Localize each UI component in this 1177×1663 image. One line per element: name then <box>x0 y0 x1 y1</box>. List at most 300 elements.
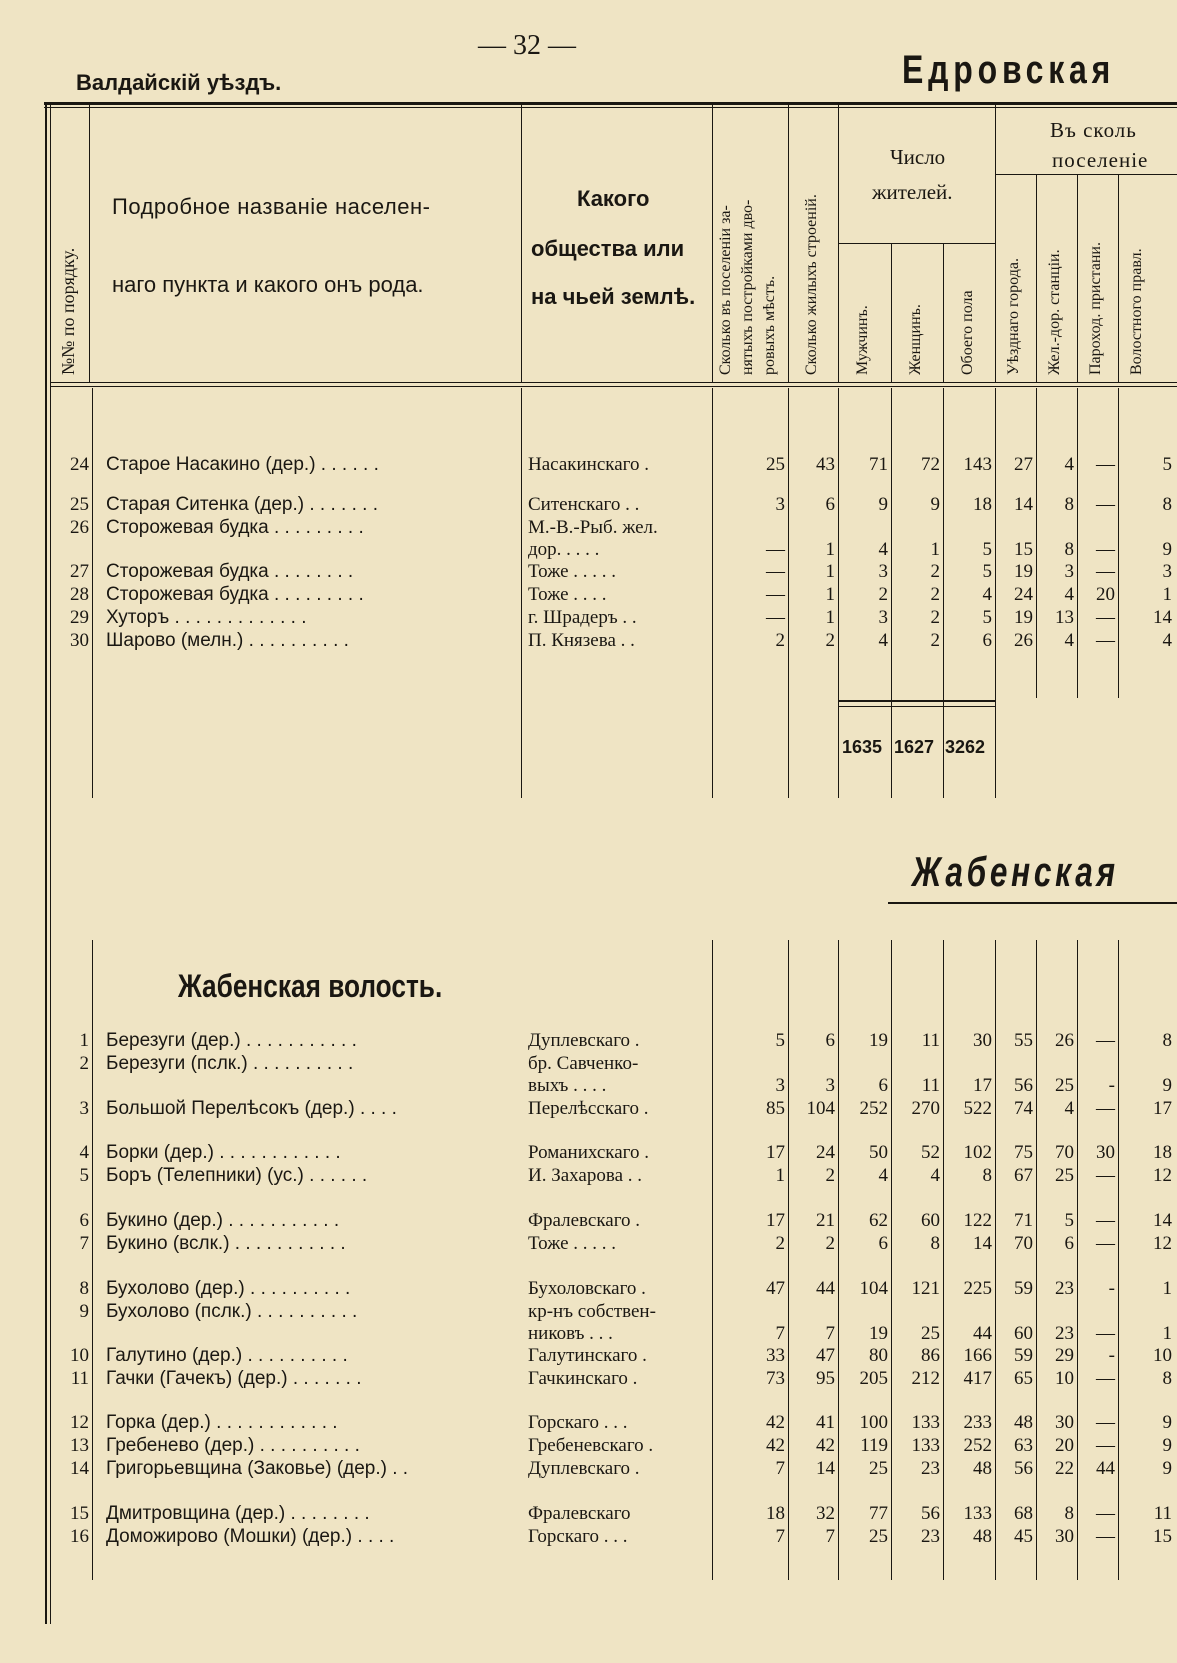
cell-st: 1 <box>825 584 835 605</box>
cell-w: 2 <box>930 561 940 582</box>
cell-m: 77 <box>869 1503 888 1524</box>
cell-soc: П. Князева . . <box>528 630 635 651</box>
cell-dv: 33 <box>766 1345 785 1366</box>
cell-r: 4 <box>1064 584 1074 605</box>
cell-name: Бухолово (дер.) . . . . . . . . . . <box>106 1278 351 1299</box>
cell-w: 8 <box>930 1233 940 1254</box>
cell-v: 12 <box>1153 1233 1172 1254</box>
cell-soc2: дор. . . . . <box>528 539 600 560</box>
cell-t: 19 <box>1014 561 1033 582</box>
cell-n: 14 <box>70 1458 89 1479</box>
cell-soc: Тоже . . . . . <box>528 1233 617 1254</box>
cell-r: 30 <box>1055 1412 1074 1433</box>
cell-t: 60 <box>1014 1323 1033 1344</box>
header-pop-l1: Число <box>890 145 946 169</box>
cell-st: 47 <box>816 1345 835 1366</box>
cell-t: 56 <box>1014 1075 1033 1096</box>
cell-v: 8 <box>1162 494 1172 515</box>
cell-p: — <box>1096 1323 1115 1344</box>
cell-r: 8 <box>1064 1503 1074 1524</box>
cell-w: 11 <box>921 1030 940 1051</box>
cell-name: Бухолово (пслк.) . . . . . . . . . . <box>106 1301 358 1322</box>
cell-m: 71 <box>869 454 888 475</box>
cell-b: 102 <box>963 1142 992 1163</box>
cell-dv: — <box>766 584 785 605</box>
cell-w: 2 <box>930 607 940 628</box>
cell-st: 95 <box>816 1368 835 1389</box>
cell-name: Дмитровщина (дер.) . . . . . . . . <box>106 1503 370 1524</box>
cell-dv: 25 <box>766 454 785 475</box>
cell-st: 7 <box>825 1323 835 1344</box>
cell-p: — <box>1096 1435 1115 1456</box>
cell-n: 26 <box>70 517 89 538</box>
volost-heading: Жабенская волость. <box>178 968 443 1004</box>
cell-soc: М.-В.-Рыб. жел. <box>528 517 658 538</box>
cell-name: Большой Перелѣсокъ (дер.) . . . . <box>106 1098 397 1119</box>
cell-name: Гачки (Гачекъ) (дер.) . . . . . . . <box>106 1368 362 1389</box>
header-dist-l2: поселеніе <box>1052 148 1149 172</box>
cell-m: 4 <box>878 539 888 560</box>
cell-v: 1 <box>1162 584 1172 605</box>
cell-soc2: никовъ . . . <box>528 1323 613 1344</box>
cell-soc: Тоже . . . . <box>528 584 607 605</box>
cell-dv: 18 <box>766 1503 785 1524</box>
cell-v: 9 <box>1162 1075 1172 1096</box>
cell-v: 8 <box>1162 1030 1172 1051</box>
cell-st: 1 <box>825 539 835 560</box>
cell-dv: 7 <box>775 1323 785 1344</box>
cell-m: 4 <box>878 630 888 651</box>
cell-w: 1 <box>930 539 940 560</box>
header-col-dvor-l1: Сколько въ поселеніи за- <box>717 205 734 375</box>
cell-w: 52 <box>921 1142 940 1163</box>
cell-n: 9 <box>79 1301 89 1322</box>
cell-dv: — <box>766 539 785 560</box>
cell-p: — <box>1096 1503 1115 1524</box>
cell-r: 23 <box>1055 1278 1074 1299</box>
cell-t: 19 <box>1014 607 1033 628</box>
cell-t: 45 <box>1014 1526 1033 1547</box>
header-col-women: Женщинъ. <box>907 304 924 375</box>
cell-name: Горка (дер.) . . . . . . . . . . . . <box>106 1412 338 1433</box>
cell-soc: Горскаго . . . <box>528 1412 628 1433</box>
cell-w: 133 <box>911 1435 940 1456</box>
cell-r: 30 <box>1055 1526 1074 1547</box>
cell-st: 2 <box>825 630 835 651</box>
header-col-rail: Жел.-дор. станціи. <box>1046 249 1063 375</box>
cell-t: 14 <box>1014 494 1033 515</box>
cell-soc: Насакинскаго . <box>528 454 649 475</box>
cell-p: — <box>1096 1098 1115 1119</box>
cell-m: 50 <box>869 1142 888 1163</box>
cell-t: 70 <box>1014 1233 1033 1254</box>
header-col-name-l2: наго пункта и какого онъ рода. <box>112 272 424 297</box>
cell-v: 9 <box>1162 1412 1172 1433</box>
cell-v: 14 <box>1153 1210 1172 1231</box>
cell-b: 5 <box>982 561 992 582</box>
cell-soc: Перелѣсскаго . <box>528 1098 649 1119</box>
cell-t: 55 <box>1014 1030 1033 1051</box>
cell-p: — <box>1096 539 1115 560</box>
total-women: 1627 <box>894 737 935 757</box>
header-col-dvor-l3: ровыхъ мѣстъ. <box>761 275 778 375</box>
cell-m: 25 <box>869 1458 888 1479</box>
cell-r: 4 <box>1064 1098 1074 1119</box>
cell-n: 12 <box>70 1412 89 1433</box>
cell-dv: 17 <box>766 1210 785 1231</box>
cell-dv: 3 <box>775 1075 785 1096</box>
cell-b: 17 <box>973 1075 992 1096</box>
cell-v: 14 <box>1153 607 1172 628</box>
cell-st: 3 <box>825 1075 835 1096</box>
cell-t: 26 <box>1014 630 1033 651</box>
cell-dv: 73 <box>766 1368 785 1389</box>
cell-w: 2 <box>930 584 940 605</box>
cell-name: Григорьевщина (Заковье) (дер.) . . <box>106 1458 409 1479</box>
cell-name: Сторожевая будка . . . . . . . . . <box>106 517 364 538</box>
cell-v: 1 <box>1162 1278 1172 1299</box>
cell-st: 7 <box>825 1526 835 1547</box>
cell-v: 15 <box>1153 1526 1172 1547</box>
cell-m: 19 <box>869 1030 888 1051</box>
cell-b: 18 <box>973 494 992 515</box>
cell-soc: Галутинскаго . <box>528 1345 647 1366</box>
cell-r: 8 <box>1064 539 1074 560</box>
cell-m: 3 <box>878 607 888 628</box>
cell-v: 5 <box>1162 454 1172 475</box>
cell-w: 23 <box>921 1526 940 1547</box>
cell-v: 10 <box>1153 1345 1172 1366</box>
header-col-stroen: Сколько жилыхъ строеній. <box>803 194 820 375</box>
cell-p: — <box>1096 1210 1115 1231</box>
cell-b: 233 <box>963 1412 992 1433</box>
cell-m: 104 <box>859 1278 888 1299</box>
cell-st: 21 <box>816 1210 835 1231</box>
cell-st: 2 <box>825 1233 835 1254</box>
cell-n: 15 <box>70 1503 89 1524</box>
header-col-town: Уѣзднаго города. <box>1005 258 1022 375</box>
cell-name: Хуторъ . . . . . . . . . . . . . <box>106 607 307 628</box>
cell-m: 6 <box>878 1233 888 1254</box>
cell-soc: Романихскаго . <box>528 1142 649 1163</box>
header-pop-l2: жителей. <box>872 180 953 204</box>
cell-name: Боръ (Телепники) (ус.) . . . . . . <box>106 1165 368 1186</box>
cell-name: Шарово (мелн.) . . . . . . . . . . <box>106 630 349 651</box>
cell-t: 27 <box>1014 454 1033 475</box>
header-col-both: Обоего пола <box>959 290 976 375</box>
cell-b: 6 <box>982 630 992 651</box>
cell-w: 56 <box>921 1503 940 1524</box>
cell-v: 8 <box>1162 1368 1172 1389</box>
cell-name: Букино (вслк.) . . . . . . . . . . . <box>106 1233 346 1254</box>
cell-dv: 85 <box>766 1098 785 1119</box>
cell-p: — <box>1096 607 1115 628</box>
header-col-no: №№ по порядку. <box>58 247 78 375</box>
cell-p: 20 <box>1096 584 1115 605</box>
cell-st: 6 <box>825 1030 835 1051</box>
cell-soc: Гачкинскаго . <box>528 1368 638 1389</box>
cell-p: - <box>1108 1278 1115 1299</box>
cell-st: 6 <box>825 494 835 515</box>
cell-t: 56 <box>1014 1458 1033 1479</box>
cell-p: — <box>1096 1165 1115 1186</box>
cell-w: 2 <box>930 630 940 651</box>
cell-name: Гребенево (дер.) . . . . . . . . . . <box>106 1435 360 1456</box>
cell-t: 75 <box>1014 1142 1033 1163</box>
cell-p: - <box>1108 1075 1115 1096</box>
cell-b: 48 <box>973 1526 992 1547</box>
cell-t: 63 <box>1014 1435 1033 1456</box>
cell-m: 119 <box>860 1435 888 1456</box>
cell-n: 11 <box>70 1368 89 1389</box>
cell-r: 70 <box>1055 1142 1074 1163</box>
cell-name: Старая Ситенка (дер.) . . . . . . . <box>106 494 378 515</box>
cell-m: 3 <box>878 561 888 582</box>
cell-m: 2 <box>878 584 888 605</box>
cell-n: 16 <box>70 1526 89 1547</box>
cell-v: 3 <box>1162 561 1172 582</box>
cell-v: 11 <box>1153 1503 1172 1524</box>
cell-v: 9 <box>1162 1458 1172 1479</box>
cell-name: Сторожевая будка . . . . . . . . <box>106 561 354 582</box>
cell-p: — <box>1096 454 1115 475</box>
cell-st: 14 <box>816 1458 835 1479</box>
cell-name: Старое Насакино (дер.) . . . . . . <box>106 454 379 475</box>
cell-n: 28 <box>70 584 89 605</box>
cell-name: Березуги (пслк.) . . . . . . . . . . <box>106 1053 354 1074</box>
cell-t: 67 <box>1014 1165 1033 1186</box>
cell-p: 30 <box>1096 1142 1115 1163</box>
cell-m: 252 <box>859 1098 888 1119</box>
cell-m: 9 <box>878 494 888 515</box>
cell-st: 42 <box>816 1435 835 1456</box>
cell-dv: 7 <box>775 1458 785 1479</box>
cell-r: 25 <box>1055 1165 1074 1186</box>
cell-p: — <box>1096 1030 1115 1051</box>
cell-r: 10 <box>1055 1368 1074 1389</box>
cell-m: 80 <box>869 1345 888 1366</box>
cell-t: 68 <box>1014 1503 1033 1524</box>
cell-r: 22 <box>1055 1458 1074 1479</box>
cell-b: 8 <box>982 1165 992 1186</box>
cell-p: — <box>1096 1233 1115 1254</box>
cell-r: 29 <box>1055 1345 1074 1366</box>
cell-n: 7 <box>79 1233 89 1254</box>
cell-dv: — <box>766 561 785 582</box>
cell-p: — <box>1096 1368 1115 1389</box>
cell-dv: 2 <box>775 630 785 651</box>
cell-m: 100 <box>859 1412 888 1433</box>
cell-w: 72 <box>921 454 940 475</box>
header-col-men: Мужчинъ. <box>854 305 871 375</box>
header-col-society-l1: Какого <box>577 186 650 211</box>
cell-soc: кр-нъ собствен- <box>528 1301 656 1322</box>
cell-m: 62 <box>869 1210 888 1231</box>
cell-b: 5 <box>982 539 992 560</box>
cell-m: 19 <box>869 1323 888 1344</box>
cell-dv: 47 <box>766 1278 785 1299</box>
cell-r: 6 <box>1064 1233 1074 1254</box>
cell-dv: 17 <box>766 1142 785 1163</box>
cell-r: 5 <box>1064 1210 1074 1231</box>
cell-n: 29 <box>70 607 89 628</box>
volost-title-zhaben: Жабенская <box>912 848 1119 895</box>
cell-dv: 1 <box>775 1165 785 1186</box>
cell-t: 65 <box>1014 1368 1033 1389</box>
header-col-vol: Волостного правл. <box>1128 248 1145 375</box>
cell-w: 86 <box>921 1345 940 1366</box>
header-col-pier: Пароход. пристани. <box>1087 242 1104 375</box>
volost-title-edrovo: Едровская <box>902 48 1116 92</box>
cell-soc: Фралевскаго . <box>528 1210 641 1231</box>
cell-n: 5 <box>79 1165 89 1186</box>
page-number: — 32 — <box>478 30 576 61</box>
cell-m: 205 <box>859 1368 888 1389</box>
cell-v: 9 <box>1162 539 1172 560</box>
cell-t: 71 <box>1014 1210 1033 1231</box>
cell-soc: г. Шрадеръ . . <box>528 607 637 628</box>
cell-st: 32 <box>816 1503 835 1524</box>
cell-b: 143 <box>963 454 992 475</box>
cell-p: — <box>1096 1412 1115 1433</box>
cell-w: 133 <box>911 1412 940 1433</box>
cell-soc2: выхъ . . . . <box>528 1075 607 1096</box>
cell-r: 23 <box>1055 1323 1074 1344</box>
cell-st: 24 <box>816 1142 835 1163</box>
cell-st: 41 <box>816 1412 835 1433</box>
cell-dv: — <box>766 607 785 628</box>
cell-p: — <box>1096 494 1115 515</box>
header-col-name-l1: Подробное названіе населен- <box>112 194 431 219</box>
cell-p: — <box>1096 630 1115 651</box>
cell-b: 166 <box>963 1345 992 1366</box>
cell-b: 48 <box>973 1458 992 1479</box>
cell-m: 6 <box>878 1075 888 1096</box>
cell-b: 44 <box>973 1323 992 1344</box>
cell-dv: 2 <box>775 1233 785 1254</box>
cell-w: 4 <box>930 1165 940 1186</box>
cell-dv: 42 <box>766 1412 785 1433</box>
cell-st: 43 <box>816 454 835 475</box>
district-title: Валдайскій уѣздъ. <box>76 70 282 95</box>
cell-r: 20 <box>1055 1435 1074 1456</box>
cell-name: Березуги (дер.) . . . . . . . . . . . <box>106 1030 357 1051</box>
cell-soc: Бухоловскаго . <box>528 1278 646 1299</box>
cell-b: 122 <box>963 1210 992 1231</box>
cell-soc: Тоже . . . . . <box>528 561 617 582</box>
cell-n: 13 <box>70 1435 89 1456</box>
cell-n: 24 <box>70 454 89 475</box>
cell-r: 4 <box>1064 630 1074 651</box>
cell-t: 15 <box>1014 539 1033 560</box>
cell-st: 2 <box>825 1165 835 1186</box>
cell-w: 11 <box>921 1075 940 1096</box>
cell-n: 27 <box>70 561 89 582</box>
cell-n: 8 <box>79 1278 89 1299</box>
cell-name: Сторожевая будка . . . . . . . . . <box>106 584 364 605</box>
cell-b: 4 <box>982 584 992 605</box>
cell-dv: 3 <box>775 494 785 515</box>
cell-soc: бр. Савченко- <box>528 1053 639 1074</box>
cell-dv: 42 <box>766 1435 785 1456</box>
cell-v: 4 <box>1162 630 1172 651</box>
cell-p: — <box>1096 561 1115 582</box>
cell-t: 59 <box>1014 1345 1033 1366</box>
cell-b: 225 <box>963 1278 992 1299</box>
cell-soc: Гребеневскаго . <box>528 1435 654 1456</box>
cell-name: Букино (дер.) . . . . . . . . . . . <box>106 1210 340 1231</box>
header-dist-l1: Въ сколь <box>1050 118 1137 142</box>
total-both: 3262 <box>945 737 986 757</box>
cell-b: 133 <box>963 1503 992 1524</box>
cell-soc: Дуплевскаго . <box>528 1458 640 1479</box>
cell-p: — <box>1096 1526 1115 1547</box>
cell-b: 522 <box>963 1098 992 1119</box>
cell-t: 59 <box>1014 1278 1033 1299</box>
header-col-dvor-l2: нятыхъ постройками дво- <box>739 199 756 375</box>
cell-r: 8 <box>1064 494 1074 515</box>
cell-v: 17 <box>1153 1098 1172 1119</box>
header-col-society-l3: на чьей землѣ. <box>531 284 696 309</box>
cell-b: 252 <box>963 1435 992 1456</box>
cell-st: 1 <box>825 561 835 582</box>
cell-p: 44 <box>1096 1458 1115 1479</box>
header-col-society-l2: общества или <box>531 236 685 261</box>
cell-w: 212 <box>911 1368 940 1389</box>
cell-w: 121 <box>911 1278 940 1299</box>
cell-r: 26 <box>1055 1030 1074 1051</box>
cell-soc: Фралевскаго <box>528 1503 631 1524</box>
cell-st: 1 <box>825 607 835 628</box>
cell-st: 44 <box>816 1278 835 1299</box>
cell-b: 5 <box>982 607 992 628</box>
cell-soc: Ситенскаго . . <box>528 494 640 515</box>
cell-w: 25 <box>921 1323 940 1344</box>
cell-soc: Горскаго . . . <box>528 1526 628 1547</box>
cell-w: 9 <box>930 494 940 515</box>
cell-v: 1 <box>1162 1323 1172 1344</box>
cell-soc: И. Захарова . . <box>528 1165 643 1186</box>
cell-name: Борки (дер.) . . . . . . . . . . . . <box>106 1142 341 1163</box>
cell-w: 23 <box>921 1458 940 1479</box>
cell-w: 270 <box>911 1098 940 1119</box>
cell-dv: 7 <box>775 1526 785 1547</box>
cell-soc: Дуплевскаго . <box>528 1030 640 1051</box>
cell-b: 14 <box>973 1233 992 1254</box>
cell-n: 2 <box>79 1053 89 1074</box>
cell-name: Доможирово (Мошки) (дер.) . . . . <box>106 1526 395 1547</box>
cell-t: 24 <box>1014 584 1033 605</box>
cell-m: 25 <box>869 1526 888 1547</box>
cell-n: 10 <box>70 1345 89 1366</box>
cell-r: 13 <box>1055 607 1074 628</box>
cell-n: 3 <box>79 1098 89 1119</box>
cell-n: 25 <box>70 494 89 515</box>
cell-b: 30 <box>973 1030 992 1051</box>
cell-t: 74 <box>1014 1098 1033 1119</box>
cell-st: 104 <box>806 1098 835 1119</box>
cell-n: 4 <box>79 1142 89 1163</box>
cell-r: 25 <box>1055 1075 1074 1096</box>
total-men: 1635 <box>842 737 883 757</box>
cell-n: 30 <box>70 630 89 651</box>
cell-v: 9 <box>1162 1435 1172 1456</box>
cell-r: 4 <box>1064 454 1074 475</box>
cell-p: - <box>1108 1345 1115 1366</box>
cell-r: 3 <box>1064 561 1074 582</box>
cell-v: 18 <box>1153 1142 1172 1163</box>
cell-m: 4 <box>878 1165 888 1186</box>
